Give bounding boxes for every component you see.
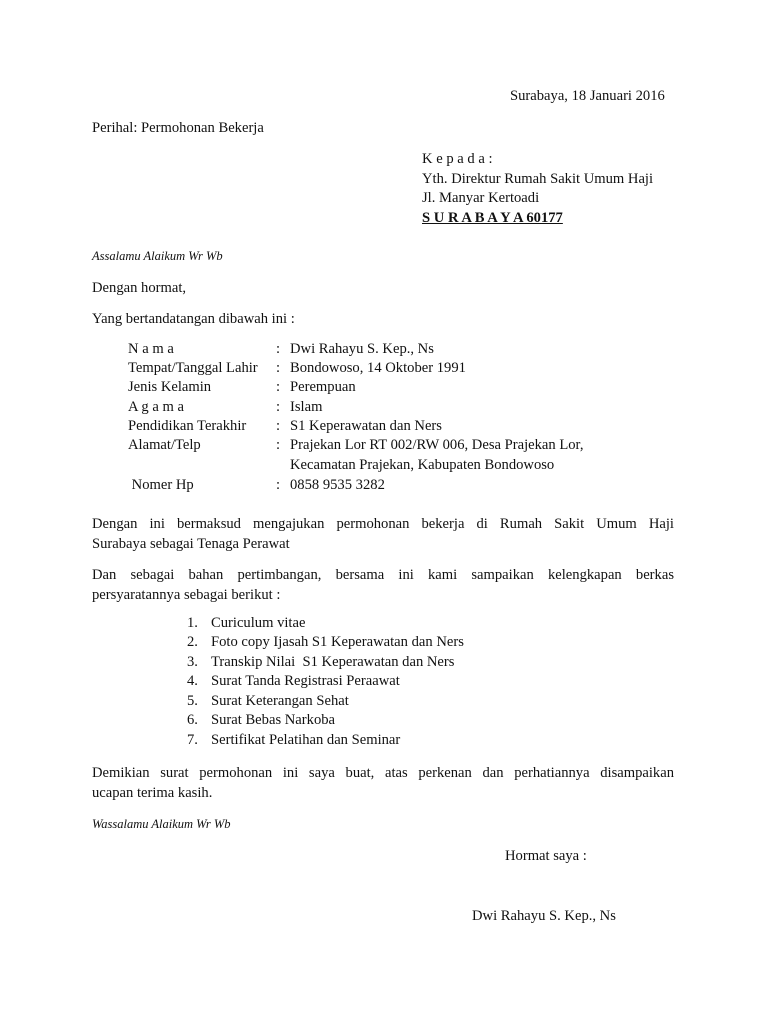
- identity-value: Dwi Rahayu S. Kep., Ns: [290, 341, 434, 357]
- identity-row-continuation: [128, 457, 688, 476]
- signer-name: Dwi Rahayu S. Kep., Ns: [472, 908, 616, 924]
- list-text: Sertifikat Pelatihan dan Seminar: [211, 732, 401, 748]
- salutation: Dengan hormat,: [92, 280, 187, 296]
- identity-row: [128, 379, 688, 398]
- list-number: 2.: [187, 634, 198, 650]
- identity-colon: :: [276, 477, 281, 493]
- paragraph-closing: [92, 763, 674, 803]
- paragraph-line: ucapan terima kasih.: [92, 785, 213, 801]
- list-number: 1.: [187, 615, 198, 631]
- identity-label: Tempat/Tanggal Lahir: [128, 360, 258, 376]
- identity-row: [128, 341, 688, 360]
- list-item: [187, 615, 305, 634]
- recipient-line-1: Yth. Direktur Rumah Sakit Umum Haji: [422, 171, 654, 187]
- list-number: 5.: [187, 693, 198, 709]
- list-text: Curiculum vitae: [211, 615, 306, 631]
- identity-colon: :: [276, 379, 281, 395]
- recipient-city: S U R A B A Y A 60177: [422, 210, 563, 226]
- list-text: Surat Tanda Registrasi Peraawat: [211, 673, 400, 689]
- identity-value: Perempuan: [290, 379, 356, 395]
- regards: Hormat saya :: [505, 848, 587, 864]
- identity-value: Islam: [290, 399, 323, 415]
- paragraph-intent: [92, 514, 674, 554]
- paragraph-consideration: [92, 565, 674, 605]
- list-text: Foto copy Ijasah S1 Keperawatan dan Ners: [211, 634, 464, 650]
- identity-label: Nomer Hp: [128, 477, 194, 493]
- identity-colon: :: [276, 437, 281, 453]
- identity-row: [128, 477, 688, 496]
- list-item: [187, 693, 349, 712]
- identity-label: Pendidikan Terakhir: [128, 418, 247, 434]
- recipient-line-2: Jl. Manyar Kertoadi: [422, 190, 540, 206]
- list-item: [187, 712, 335, 731]
- identity-label: Alamat/Telp: [128, 437, 201, 453]
- identity-colon: :: [276, 360, 281, 376]
- identity-colon: :: [276, 399, 281, 415]
- date-line: Surabaya, 18 Januari 2016: [510, 88, 665, 104]
- identity-colon: :: [276, 418, 281, 434]
- paragraph-line: persyaratannya sebagai berikut :: [92, 587, 281, 603]
- paragraph-line: Surabaya sebagai Tenaga Perawat: [92, 536, 290, 552]
- identity-label: N a m a: [128, 341, 174, 357]
- list-number: 7.: [187, 732, 198, 748]
- paragraph-line: Dan sebagai bahan pertimbangan, bersama ini kami sampaikan kelengkapan berkas: [92, 567, 674, 583]
- identity-value: Kecamatan Prajekan, Kabupaten Bondowoso: [290, 457, 555, 473]
- list-item: [187, 654, 454, 673]
- recipient-heading: K e p a d a :: [422, 151, 493, 167]
- identity-label: A g a m a: [128, 399, 184, 415]
- subject-line: Perihal: Permohonan Bekerja: [92, 120, 264, 136]
- identity-label: Jenis Kelamin: [128, 379, 212, 395]
- list-item: [187, 634, 464, 653]
- list-text: Transkip Nilai S1 Keperawatan dan Ners: [211, 654, 455, 670]
- paragraph-line: Dengan ini bermaksud mengajukan permohonan bekerja di Rumah Sakit Umum Haji: [92, 516, 674, 532]
- identity-value: 0858 9535 3282: [290, 477, 385, 493]
- list-number: 6.: [187, 712, 198, 728]
- identity-colon: :: [276, 341, 281, 357]
- intro-line: Yang bertandatangan dibawah ini :: [92, 311, 295, 327]
- list-item: [187, 732, 400, 751]
- identity-row: [128, 360, 688, 379]
- list-number: 4.: [187, 673, 198, 689]
- identity-row: [128, 437, 688, 456]
- list-text: Surat Keterangan Sehat: [211, 693, 349, 709]
- identity-row: [128, 418, 688, 437]
- identity-row: [128, 399, 688, 418]
- identity-value: Prajekan Lor RT 002/RW 006, Desa Prajekan Lor,: [290, 437, 584, 453]
- list-item: [187, 673, 400, 692]
- list-number: 3.: [187, 654, 198, 670]
- identity-value: Bondowoso, 14 Oktober 1991: [290, 360, 466, 376]
- paragraph-line: Demikian surat permohonan ini saya buat, atas perkenan dan perhatiannya disampaikan: [92, 765, 674, 781]
- greeting: Assalamu Alaikum Wr Wb: [92, 249, 223, 263]
- list-text: Surat Bebas Narkoba: [211, 712, 336, 728]
- farewell: Wassalamu Alaikum Wr Wb: [92, 817, 231, 831]
- identity-value: S1 Keperawatan dan Ners: [290, 418, 442, 434]
